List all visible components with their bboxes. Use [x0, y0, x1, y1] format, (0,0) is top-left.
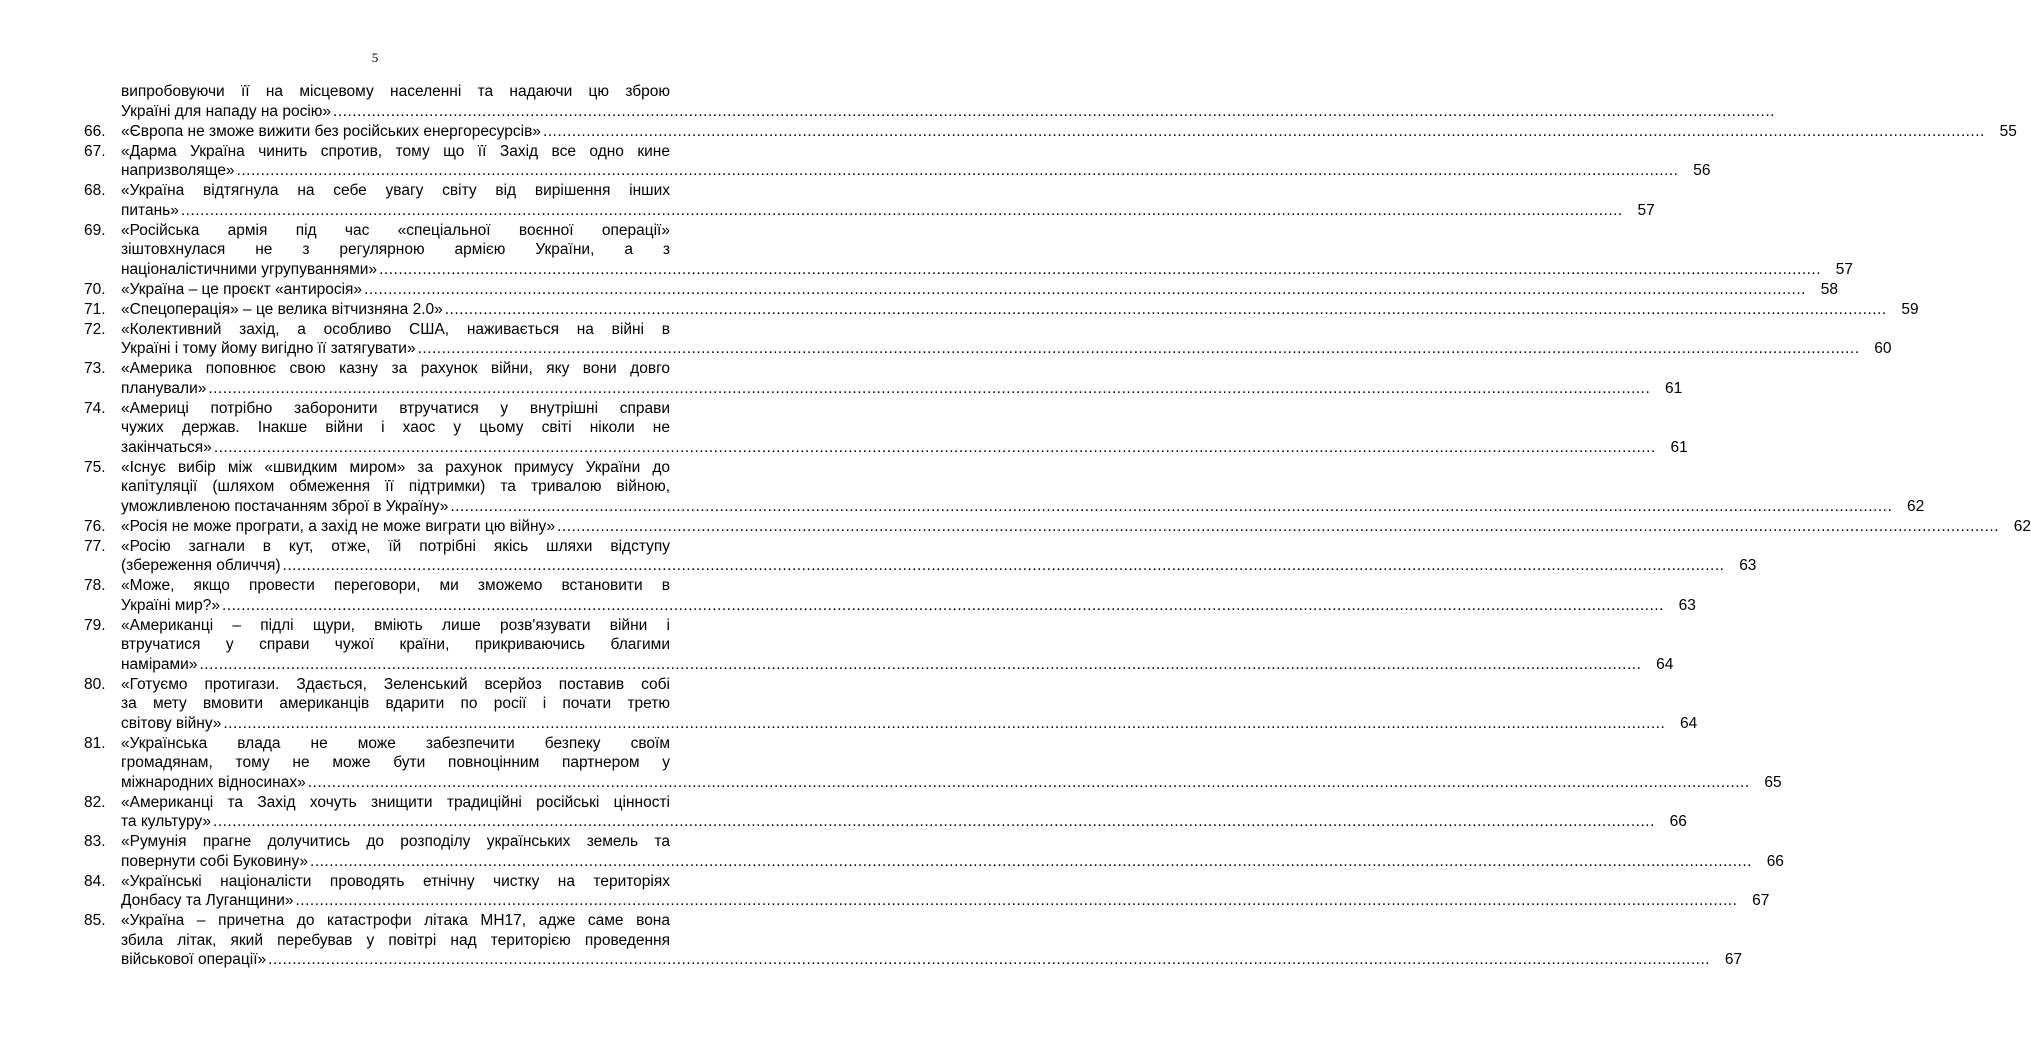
entry-text-last: намірами»	[121, 655, 198, 673]
dot-leader: ............................................................................................................................................................................................................................................................................................................	[295, 892, 1738, 909]
table-of-contents	[84, 82, 2031, 970]
entry-number: 79.	[84, 616, 106, 634]
dot-leader: ............................................................................................................................................................................................................................................................................................................	[213, 438, 1656, 456]
entry-page-number: 65	[1764, 773, 1782, 791]
entry-text-line: «Америка поповнює свою казну за рахунок війни, яку вони довго	[121, 360, 670, 377]
entry-text-last: Україні і тому йому вигідно її затягувати»	[121, 340, 416, 357]
toc-entry[interactable]	[84, 517, 2031, 537]
toc-entry[interactable]	[84, 911, 1743, 970]
dot-leader: ............................................................................................................................................................................................................................................................................................................	[444, 300, 1887, 318]
entry-text-line: за мету вмовити американців вдарити по росії і почати третю	[121, 695, 670, 712]
toc-entry[interactable]	[84, 142, 1711, 181]
dot-leader: ............................................................................................................................................................................................................................................................................................................	[557, 517, 1999, 535]
dot-leader: ............................................................................................................................................................................................................................................................................................................	[199, 655, 1642, 673]
entry-text-last: (збереження обличчя)	[121, 557, 281, 574]
entry-page-number: 62	[1907, 497, 1925, 515]
entry-text-last: міжнародних відносинах»	[121, 773, 306, 791]
toc-entry[interactable]	[84, 793, 1687, 832]
toc-entry[interactable]	[84, 320, 1892, 359]
entry-text-last: «Спецоперація» – це велика вітчизняна 2.0»	[121, 300, 443, 318]
toc-entry[interactable]	[84, 832, 1784, 871]
entry-text-line: «Україна відтягнула на себе увагу світу від вирішення інших	[121, 182, 670, 199]
entry-text-line: «Українська влада не може забезпечити безпеку своїм	[121, 734, 670, 752]
toc-entry[interactable]	[84, 122, 2017, 142]
dot-leader: ............................................................................................................................................................................................................................................................................................................	[307, 773, 1750, 791]
entry-page-number: 67	[1724, 951, 1743, 968]
entry-number: 75.	[84, 458, 106, 476]
entry-number: 80.	[84, 675, 106, 693]
dot-leader: ............................................................................................................................................................................................................................................................................................................	[236, 162, 1679, 179]
entry-number: 83.	[84, 833, 106, 850]
page-number: 5	[371, 50, 379, 65]
entry-number: 70.	[84, 280, 106, 298]
entry-page-number: 57	[1835, 260, 1854, 278]
toc-entry-continued[interactable]	[84, 82, 1775, 121]
entry-text-line: «Румунія прагне долучитись до розподілу українських земель та	[121, 833, 670, 850]
entry-text-line: «Колективний захід, а особливо США, наживається на війні в	[121, 320, 670, 338]
dot-leader: ............................................................................................................................................................................................................................................................................................................	[268, 951, 1711, 968]
entry-text-last: Донбасу та Луганщини»	[121, 892, 294, 909]
entry-page-number: 61	[1665, 379, 1683, 397]
entry-text-line: втручатися у справи чужої країни, прикриваючись благими	[121, 636, 670, 653]
dot-leader: ............................................................................................................................................................................................................................................................................................................	[364, 280, 1806, 298]
entry-text-line: випробовуючи її на місцевому населенні та надаючи цю зброю	[121, 83, 670, 100]
toc-entry[interactable]	[84, 576, 1696, 615]
dot-leader: ............................................................................................................................................................................................................................................................................................................	[208, 379, 1651, 397]
entry-text-last: та культуру»	[121, 813, 211, 830]
toc-entry[interactable]	[84, 399, 1688, 458]
entry-page-number: 55	[1999, 122, 2017, 140]
toc-entry[interactable]	[84, 458, 1925, 517]
entry-text-line: «Україна – причетна до катастрофи літака MH17, адже саме вона	[121, 912, 670, 929]
toc-entry[interactable]	[84, 300, 1919, 320]
dot-leader: ............................................................................................................................................................................................................................................................................................................	[310, 852, 1752, 870]
entry-number: 84.	[84, 872, 106, 890]
entry-number: 69.	[84, 221, 106, 239]
entry-text-line: «Дарма Україна чинить спротив, тому що її Захід все одно кине	[121, 142, 670, 160]
entry-text-line: «Америці потрібно заборонити втручатися у внутрішні справи	[121, 399, 670, 417]
entry-number: 85.	[84, 912, 106, 929]
dot-leader: ............................................................................................................................................................................................................................................................................................................	[212, 813, 1655, 830]
entry-page-number: 62	[2013, 517, 2031, 535]
entry-page-number: 64	[1680, 714, 1698, 732]
entry-text-last: напризволяще»	[121, 162, 235, 179]
entry-text-line: «Українські націоналісти проводять етнічну чистку на територіях	[121, 872, 670, 890]
entry-text-last: військової операції»	[121, 951, 267, 968]
toc-entry[interactable]	[84, 359, 1683, 398]
dot-leader: ............................................................................................................................................................................................................................................................................................................	[221, 596, 1664, 614]
entry-text-last: уможливленою постачанням зброї в Україну»	[121, 497, 449, 515]
entry-number: 76.	[84, 517, 106, 535]
entry-text-last: націоналістичними угрупуваннями»	[121, 260, 378, 278]
entry-page-number: 61	[1670, 438, 1688, 456]
entry-text-last: «Україна – це проєкт «антиросія»	[121, 280, 363, 298]
entry-number: 77.	[84, 537, 106, 555]
dot-leader: ............................................................................................................................................................................................................................................................................................................	[379, 260, 1822, 278]
entry-number: 73.	[84, 360, 106, 377]
entry-page-number: 60	[1874, 340, 1892, 357]
entry-number: 74.	[84, 399, 106, 417]
entry-number: 78.	[84, 577, 106, 594]
entry-text-line: «Американці та Захід хочуть знищити традиційні російські цінності	[121, 793, 670, 811]
entry-text-line: «Американці – підлі щури, вміють лише розв'язувати війни і	[121, 616, 670, 634]
entry-page-number: 66	[1669, 813, 1687, 830]
entry-text-line: «Російська армія під час «спеціальної воєнної операції»	[121, 221, 670, 239]
entry-page-number: 59	[1901, 300, 1919, 318]
entry-page-number: 63	[1739, 557, 1757, 574]
entry-text-line: громадянам, тому не може бути повноцінним партнером у	[121, 754, 670, 771]
dot-leader: ............................................................................................................................................................................................................................................................................................................	[282, 557, 1725, 574]
entry-text-line: зіштовхнулася не з регулярною армією України, а з	[121, 241, 670, 258]
entry-number: 71.	[84, 300, 106, 318]
entry-number: 66.	[84, 122, 106, 140]
toc-entry[interactable]	[84, 616, 1674, 675]
entry-text-line: «Росію загнали в кут, отже, їй потрібні якісь шляхи відступу	[121, 537, 670, 555]
dot-leader: ............................................................................................................................................................................................................................................................................................................	[450, 497, 1893, 515]
toc-entry[interactable]	[84, 734, 1782, 793]
toc-entry[interactable]	[84, 675, 1698, 734]
entry-text-line: капітуляції (шляхом обмеження її підтримки) та тривалою війною,	[121, 478, 670, 495]
entry-text-last: Україні для нападу на росію»	[121, 102, 332, 120]
entry-page-number: 56	[1693, 162, 1711, 179]
entry-text-last: питань»	[121, 201, 179, 219]
dot-leader: ............................................................................................................................................................................................................................................................................................................	[417, 340, 1860, 357]
entry-text-line: «Існує вибір між «швидким миром» за рахунок примусу України до	[121, 458, 670, 476]
entry-text-last: закінчаться»	[121, 438, 212, 456]
entry-text-line: «Готуємо протигази. Здається, Зеленський всерйоз поставив собі	[121, 675, 670, 693]
entry-page-number: 64	[1656, 655, 1674, 673]
toc-entry[interactable]	[84, 537, 1757, 576]
dot-leader: ............................................................................................................................................................................................................................................................................................................	[542, 122, 1985, 140]
entry-text-last: «Європа не зможе вижити без російських енергоресурсів»	[121, 122, 541, 140]
entry-number: 67.	[84, 142, 106, 160]
entry-page-number: 58	[1820, 280, 1838, 298]
entry-text-last: планували»	[121, 379, 207, 397]
toc-entry[interactable]	[84, 181, 1655, 220]
toc-entry[interactable]	[84, 872, 1770, 911]
toc-entry[interactable]	[84, 280, 1838, 300]
dot-leader: ............................................................................................................................................................................................................................................................................................................	[333, 102, 1775, 120]
entry-text-last: Україні мир?»	[121, 596, 220, 614]
entry-text-line: «Може, якщо провести переговори, ми зможемо встановити в	[121, 577, 670, 594]
entry-text-last: світову війну»	[121, 714, 222, 732]
entry-text-line: чужих держав. Інакше війни і хаос у цьому світі ніколи не	[121, 419, 670, 436]
dot-leader: ............................................................................................................................................................................................................................................................................................................	[180, 201, 1623, 219]
dot-leader: ............................................................................................................................................................................................................................................................................................................	[223, 714, 1666, 732]
entry-text-line: збила літак, який перебував у повітрі над територією проведення	[121, 931, 670, 949]
entry-number: 82.	[84, 793, 106, 811]
toc-entry[interactable]	[84, 221, 1854, 280]
entry-number: 68.	[84, 182, 106, 199]
entry-page-number: 67	[1752, 892, 1770, 909]
entry-page-number: 57	[1637, 201, 1655, 219]
entry-text-last: повернути собі Буковину»	[121, 852, 309, 870]
entry-page-number: 66	[1766, 852, 1784, 870]
entry-text-last: «Росія не може програти, а захід не може виграти цю війну»	[121, 517, 556, 535]
entry-page-number: 63	[1678, 596, 1696, 614]
entry-number: 81.	[84, 734, 106, 752]
entry-number: 72.	[84, 320, 106, 338]
